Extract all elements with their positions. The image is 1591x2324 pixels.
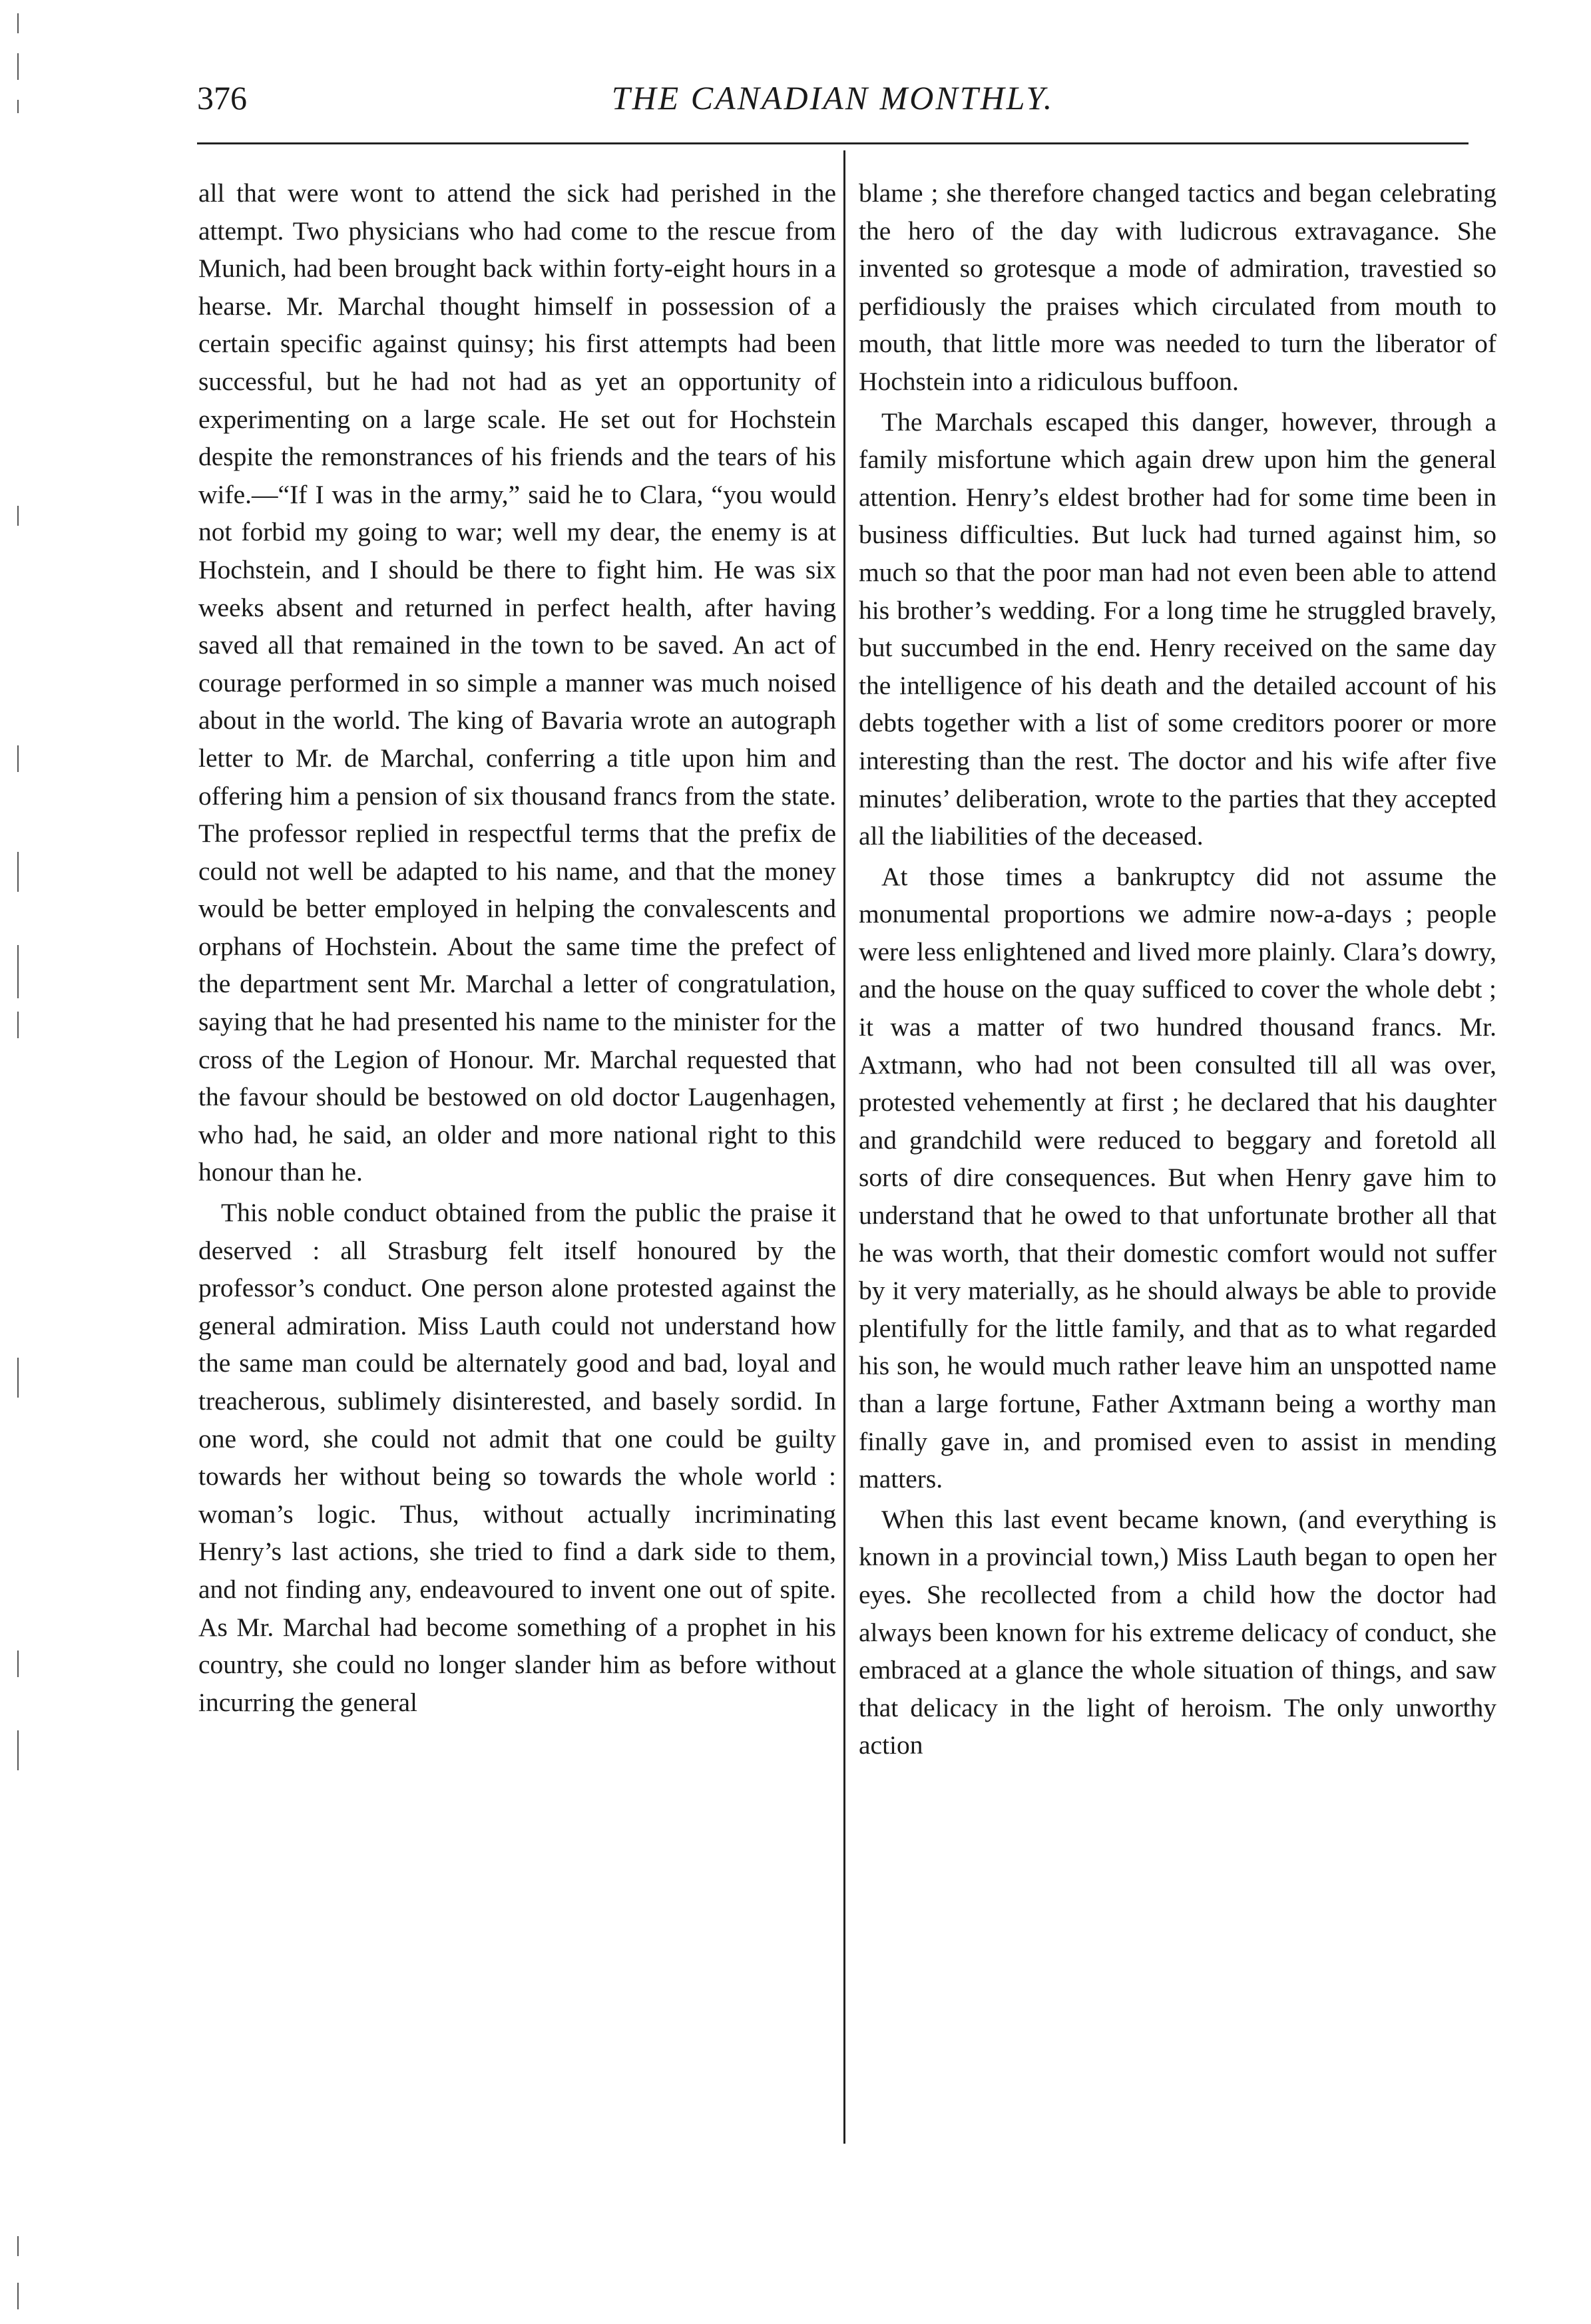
scan-speck xyxy=(17,2283,19,2309)
scan-speck xyxy=(17,1730,19,1770)
scan-speck xyxy=(17,1650,19,1677)
column-divider xyxy=(843,150,845,2144)
scan-speck xyxy=(17,13,19,33)
paragraph: blame ; she therefore changed tactics and began celebrating the hero of the day with ludicrous extravagance. She invented so grotesque a mode of admiration, travestied so perfidiously the praises which circulated from mouth to mouth, that little more was needed to turn the liberator of Hochstein into a ridiculous buffoon. xyxy=(859,178,1496,396)
paragraph: This noble conduct obtained from the public the praise it deserved : all Strasburg felt itself honoured by the professor’s conduct. One person alone protested against the general admiration. Miss Lauth could not understand how the same man could be alternately good and bad, loyal and treacherous, sublimely disinterested, and basely sordid. In one word, she could not admit that one could be guilty towards her without being so towards the whole world : woman’s logic. Thus, without actually incriminating Henry’s last actions, she tried to find a dark side to them, and not finding any, endeavoured to invent one out of spite. As Mr. Marchal had become something of a prophet in his country, she could no longer slander him as before without incurring the general xyxy=(198,1198,836,1717)
scan-speck xyxy=(17,1012,19,1038)
journal-title: THE CANADIAN MONTHLY. xyxy=(611,79,1054,116)
scan-speck xyxy=(17,2236,19,2256)
scan-margin-artifacts xyxy=(0,0,40,2324)
right-column xyxy=(859,174,1496,1764)
page-number: 376 xyxy=(197,79,247,116)
scan-speck xyxy=(17,1358,19,1398)
scan-speck xyxy=(17,100,19,113)
scan-speck xyxy=(17,53,19,80)
paragraph: all that were wont to attend the sick had perished in the attempt. Two physicians who had come to the rescue from Munich, had been brought back within forty-eight hours in a hearse. Mr. Marchal thought himself in possession of a certain specific against quinsy; his first attempts had been successful, but he had not had as yet an opportunity of experimenting on a large scale. He set out for Hochstein despite the remonstrances of his friends and the tears of his wife.—“If I was in the army,” said he to Clara, “you would not forbid my going to war; well my dear, the enemy is at Hochstein, and I should be there to fight him. He was six weeks absent and returned in perfect health, after having saved all that remained in the town to be saved. An act of courage performed in so simple a manner was much noised about in the world. The king of Bavaria wrote an autograph letter to Mr. de Marchal, conferring a title upon him and offering him a pension of six thousand francs from the state. The professor replied in respectful terms that the prefix de could not well be adapted to his name, and that the money would be better employed in helping the convalescents and orphans of Hochstein. About the same time the prefect of the department sent Mr. Marchal a letter of congratulation, saying that he had presented his name to the minister for the cross of the Legion of Honour. Mr. Marchal requested that the favour should be bestowed on old doctor Laugenhagen, who had, he said, an older and more national right to this honour than he. xyxy=(198,178,836,1187)
paragraph: When this last event became known, (and everything is known in a provincial town,) Miss Lauth began to open her eyes. She recollected from a child how the doctor had always been known for his extreme delicacy of conduct, she embraced at a glance the whole situation of things, and saw that delicacy in the light of heroism. The only unworthy action xyxy=(859,1504,1496,1760)
paragraph: At those times a bankruptcy did not assume the monumental proportions we admire now-a-days ; people were less enlightened and lived more plainly. Clara’s dowry, and the house on the quay sufficed to cover the whole debt ; it was a matter of two hundred thousand francs. Mr. Axtmann, who had not been consulted till all was over, protested vehemently at first ; he declared that his daughter and grandchild were reduced to beggary and foretold all sorts of dire consequences. But when Henry gave him to understand that he owed to that unfortunate brother all that he was worth, that their domestic comfort would not suffer by it very materially, as he should always be able to provide plentifully for the little family, and that as to what regarded his son, he would much rather leave him an unspotted name than a large fortune, Father Axtmann being a worthy man finally gave in, and promised even to assist in mending matters. xyxy=(859,861,1496,1494)
scan-speck xyxy=(17,745,19,772)
left-column xyxy=(198,174,836,1721)
header-rule xyxy=(197,142,1469,144)
scan-speck xyxy=(17,506,19,526)
running-head xyxy=(197,75,1469,121)
paragraph: The Marchals escaped this danger, however, through a family misfortune which again drew upon him the general attention. Henry’s eldest brother had for some time been in business difficulties. But luck had turned against him, so much so that the poor man had not even been able to attend his brother’s wedding. For a long time he struggled bravely, but succumbed in the end. Henry received on the same day the intelligence of his death and the detailed account of his debts together with a list of some creditors poorer or more interesting than the rest. The doctor and his wife after five minutes’ deliberation, wrote to the parties that they accepted all the liabilities of the deceased. xyxy=(859,407,1496,851)
scan-speck xyxy=(17,852,19,892)
scan-speck xyxy=(17,945,19,998)
